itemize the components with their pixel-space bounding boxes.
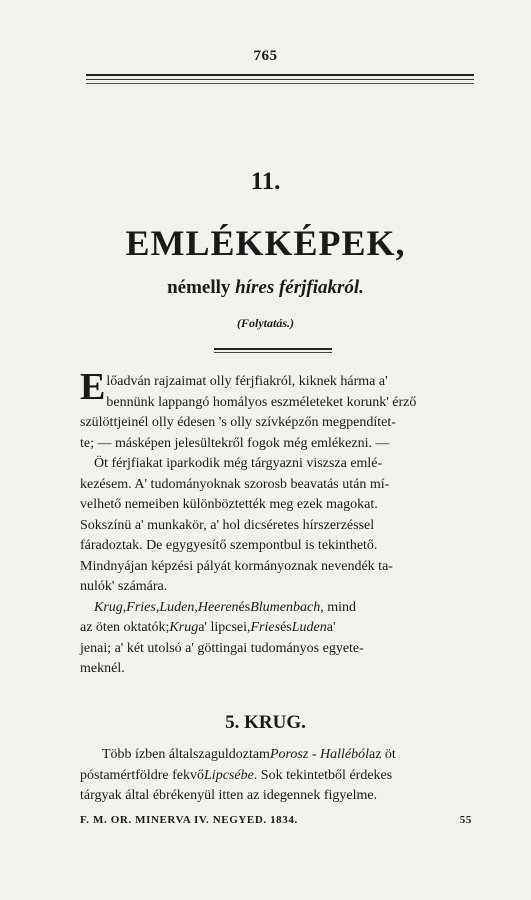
text-fragment: ,	[122, 599, 127, 615]
names-line-2	[80, 618, 472, 639]
text-fragment: Több ízben általszaguldoztam	[102, 747, 270, 762]
article-subtitle	[0, 277, 531, 299]
text-line: te; — másképen jelesültekről fogok még emlékezni. —	[80, 435, 390, 451]
text-line: lőadván rajzaimat olly férjfiakról, kiknek hárma a'	[106, 374, 388, 389]
signature-footer	[80, 814, 472, 826]
intro-paragraph	[80, 366, 472, 680]
text-line: nulók' számára.	[80, 579, 168, 594]
text-line: szülöttjeinél olly édesen 's olly szívképzőn megpendítet-	[80, 415, 396, 430]
name-krug: Krug	[169, 620, 199, 635]
section-heading-krug: 5. KRUG.	[225, 712, 306, 733]
krug-line-2	[80, 766, 472, 787]
text-line: bennünk lappangó homályos eszméleteket korunk' érző	[106, 394, 417, 410]
text-fragment: , mind	[320, 599, 356, 615]
name-blumenbach: Blumenbach	[250, 599, 321, 615]
place-lipcse: Lipcsébe	[204, 767, 254, 783]
text-fragment: ,	[155, 599, 160, 615]
text-line: kezésem. A' tudományoknak szorosb beavatás után mí-	[80, 476, 390, 492]
text-fragment: a' lipcsei,	[198, 620, 251, 635]
header-rule	[86, 74, 474, 84]
place-halle: Porosz - Halléból	[269, 747, 369, 762]
krug-line-1	[80, 745, 472, 766]
text-fragment: ,	[194, 599, 198, 615]
text-line: Sokszínü a' munkakör, a' hol dicséretes hírszerzéssel	[80, 517, 375, 533]
title-rule	[214, 348, 332, 353]
text-line: meknél.	[80, 661, 125, 676]
signature-number: 55	[459, 814, 472, 826]
subtitle-part1: némelly	[167, 277, 231, 298]
text-line: Mindnyájan képzési pályát kormányoznak nevendék ta-	[80, 558, 393, 574]
printer-signature: F. M. OR. MINERVA IV. NEGYED. 1834.	[80, 814, 298, 826]
text-fragment: . Sok tekintetből érdekes	[253, 767, 393, 783]
name-luden: Luden	[291, 620, 327, 635]
name-fries: Fries	[250, 620, 281, 635]
name-krug: Krug	[94, 599, 123, 615]
continued-note: (Folytatás.)	[237, 316, 294, 330]
text-fragment: az öt	[369, 747, 396, 762]
article-number: 11.	[250, 168, 281, 195]
subtitle-part2: híres férjfiakról.	[235, 277, 364, 298]
krug-paragraph	[80, 745, 472, 807]
text-fragment: és	[280, 620, 292, 635]
name-heeren: Heeren	[197, 599, 239, 615]
text-fragment: póstamértföldre fekvő	[80, 767, 205, 783]
name-luden: Luden	[159, 599, 195, 615]
names-line-1	[80, 598, 472, 619]
text-line: velhető nemeiben különböztették meg ezek magokat.	[80, 497, 378, 512]
name-fries: Fries	[126, 599, 156, 615]
page-number: 765	[253, 48, 278, 64]
text-fragment: és	[238, 599, 251, 615]
intro-first-line	[80, 366, 472, 413]
text-line: jenai; a' két utolsó a' göttingai tudományos egyete-	[80, 640, 364, 656]
drop-cap: E	[80, 366, 106, 408]
text-line: tárgyak által ébrékenyül itten az idegennek figyelme.	[80, 788, 378, 803]
text-line: Öt férjfiakat iparkodik még tárgyazni viszsza emlé-	[94, 456, 383, 471]
article-title: EMLÉKKÉPEK,	[125, 223, 406, 263]
text-fragment: a'	[326, 620, 336, 635]
text-line: fáradoztak. De egygyesítő szempontbul is tekinthető.	[80, 538, 378, 553]
text-fragment: az öten oktatók;	[80, 620, 170, 635]
